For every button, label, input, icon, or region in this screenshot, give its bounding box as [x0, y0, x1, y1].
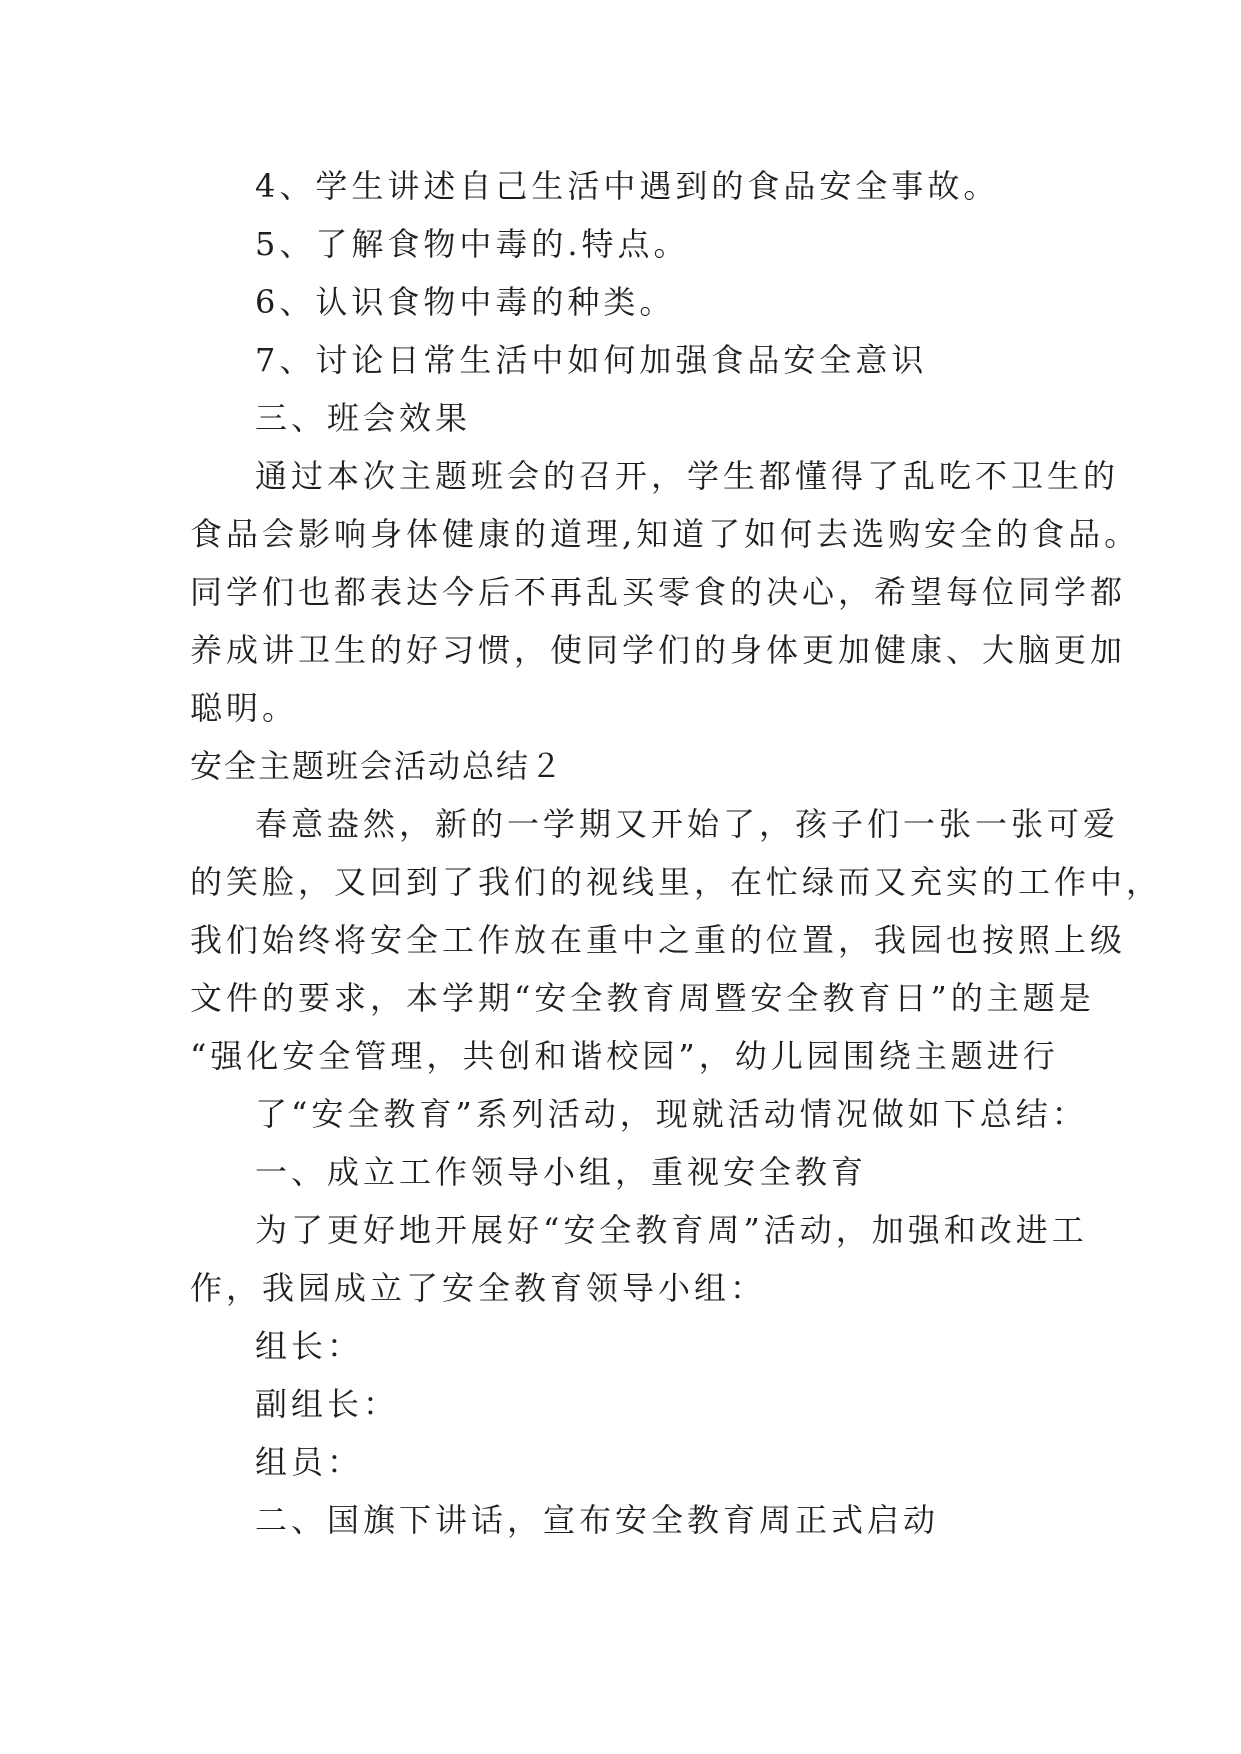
member-label: 组员： — [255, 1443, 364, 1481]
list-item-4: 4、学生讲述自己生活中遇到的食品安全事故。 — [255, 167, 1000, 205]
paragraph-line: 同学们也都表达今后不再乱买零食的决心，希望每位同学都 — [190, 573, 1127, 611]
section-title: 安全主题班会活动总结２ — [190, 747, 565, 785]
paragraph-line: 为了更好地开展好“安全教育周”活动，加强和改进工 — [255, 1211, 1088, 1249]
paragraph-line: 食品会影响身体健康的道理,知道了如何去选购安全的食品。 — [190, 515, 1141, 553]
paragraph-line: 我们始终将安全工作放在重中之重的位置，我园也按照上级 — [190, 921, 1127, 959]
list-item-6: 6、认识食物中毒的种类。 — [255, 283, 676, 321]
paragraph-line: 聪明。 — [190, 689, 299, 727]
list-item-7: 7、讨论日常生活中如何加强食品安全意识 — [255, 341, 928, 379]
paragraph-line: 春意盎然，新的一学期又开始了，孩子们一张一张可爱 — [255, 805, 1120, 843]
section-heading-2: 二、国旗下讲话，宣布安全教育周正式启动 — [255, 1501, 940, 1539]
paragraph-line: 了“安全教育”系列活动，现就活动情况做如下总结： — [255, 1095, 1088, 1133]
list-item-5: 5、了解食物中毒的.特点。 — [255, 225, 690, 263]
section-heading-3: 三、班会效果 — [255, 399, 472, 437]
paragraph-line: 作，我园成立了安全教育领导小组： — [190, 1269, 767, 1307]
paragraph-line: 通过本次主题班会的召开，学生都懂得了乱吃不卫生的 — [255, 457, 1120, 495]
section-heading-1: 一、成立工作领导小组，重视安全教育 — [255, 1153, 868, 1191]
paragraph-line: 文件的要求，本学期“安全教育周暨安全教育日”的主题是 — [190, 979, 1095, 1017]
paragraph-line: 养成讲卫生的好习惯，使同学们的身体更加健康、大脑更加 — [190, 631, 1127, 669]
team-leader-label: 组长： — [255, 1327, 364, 1365]
deputy-leader-label: 副组长： — [255, 1385, 400, 1423]
paragraph-line: 的笑脸，又回到了我们的视线里，在忙绿而又充实的工作中， — [190, 863, 1163, 901]
paragraph-line: “强化安全管理，共创和谐校园”，幼儿园围绕主题进行 — [190, 1037, 1059, 1075]
